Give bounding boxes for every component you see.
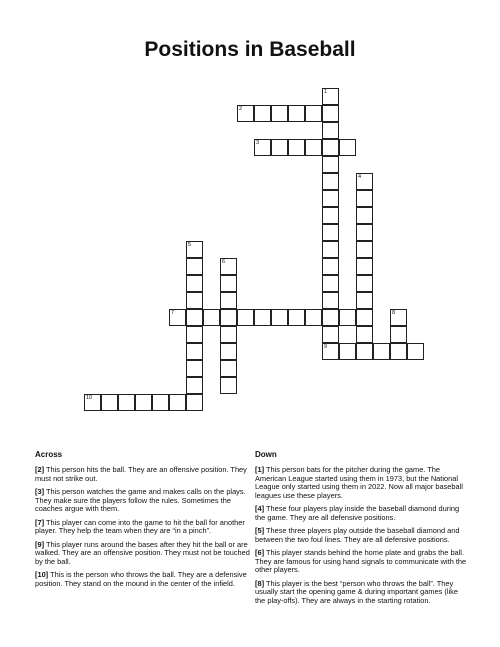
crossword-cell[interactable] xyxy=(254,309,271,326)
crossword-cell[interactable] xyxy=(356,190,373,207)
crossword-cell[interactable] xyxy=(305,309,322,326)
across-heading: Across xyxy=(35,450,63,459)
crossword-cell[interactable] xyxy=(220,275,237,292)
crossword-cell[interactable] xyxy=(152,394,169,411)
crossword-cell[interactable] xyxy=(390,343,407,360)
crossword-cell[interactable] xyxy=(322,173,339,190)
crossword-cell[interactable] xyxy=(356,258,373,275)
crossword-cell[interactable] xyxy=(356,309,373,326)
crossword-cell[interactable] xyxy=(84,394,101,411)
clue-down-5: [5] These three players play outside the baseball diamond and between the two foul lines. They are all defensive positions. xyxy=(255,526,460,544)
crossword-cell[interactable] xyxy=(186,394,203,411)
clue-across-3: [3] This person watches the game and makes calls on the plays. They make sure the players follow the rules. Sometimes the coaches argue with them. xyxy=(35,486,246,514)
crossword-cell[interactable] xyxy=(169,309,186,326)
crossword-cell[interactable] xyxy=(186,275,203,292)
clue-number: 8 xyxy=(392,310,396,316)
crossword-cell[interactable] xyxy=(237,105,254,122)
crossword-cell[interactable] xyxy=(288,309,305,326)
crossword-cell[interactable] xyxy=(322,326,339,343)
crossword-cell[interactable] xyxy=(322,190,339,207)
crossword-cell[interactable] xyxy=(186,292,203,309)
crossword-cell[interactable] xyxy=(220,258,237,275)
crossword-cell[interactable] xyxy=(322,292,339,309)
crossword-cell[interactable] xyxy=(322,122,339,139)
crossword-cell[interactable] xyxy=(220,292,237,309)
crossword-cell[interactable] xyxy=(220,343,237,360)
crossword-cell[interactable] xyxy=(271,139,288,156)
clue-number: 9 xyxy=(324,344,328,350)
clue-down-1: [1] This person bats for the pitcher during the game. The American League started using them in 1973, but the National League only started using them in 2022. Now all major baseball leagues use these players. xyxy=(255,465,463,500)
across-clues xyxy=(35,466,250,593)
crossword-cell[interactable] xyxy=(356,207,373,224)
crossword-cell[interactable] xyxy=(271,105,288,122)
clue-number: 3 xyxy=(256,140,260,146)
clue-down-8: [8] This player is the best “person who throws the ball”. They usually start the opening game & during important games (like the play-offs). They are always in the starting rotation. xyxy=(255,578,458,605)
crossword-cell[interactable] xyxy=(186,309,203,326)
crossword-cell[interactable] xyxy=(220,326,237,343)
crossword-cell[interactable] xyxy=(186,377,203,394)
crossword-cell[interactable] xyxy=(186,360,203,377)
clue-down-4: [4] These four players play inside the baseball diamond during the game. They are all defensive positions. xyxy=(255,504,460,522)
crossword-cell[interactable] xyxy=(203,309,220,326)
crossword-cell[interactable] xyxy=(118,394,135,411)
crossword-cell[interactable] xyxy=(390,309,407,326)
clue-down-6: [6] This player stands behind the home plate and grabs the ball. They are famous for using hand signals to communicate with the other players. xyxy=(255,548,467,575)
crossword-cell[interactable] xyxy=(237,309,254,326)
crossword-cell[interactable] xyxy=(288,139,305,156)
crossword-cell[interactable] xyxy=(186,326,203,343)
crossword-cell[interactable] xyxy=(356,326,373,343)
crossword-cell[interactable] xyxy=(101,394,118,411)
crossword-cell[interactable] xyxy=(322,275,339,292)
crossword-cell[interactable] xyxy=(322,88,339,105)
crossword-cell[interactable] xyxy=(220,360,237,377)
crossword-cell[interactable] xyxy=(322,207,339,224)
crossword-cell[interactable] xyxy=(271,309,288,326)
crossword-cell[interactable] xyxy=(322,258,339,275)
clue-number: 10 xyxy=(86,395,93,401)
crossword-cell[interactable] xyxy=(220,309,237,326)
crossword-cell[interactable] xyxy=(339,343,356,360)
crossword-cell[interactable] xyxy=(322,343,339,360)
puzzle-title: Positions in Baseball xyxy=(144,38,356,61)
crossword-cell[interactable] xyxy=(373,343,390,360)
crossword-cell[interactable] xyxy=(254,139,271,156)
crossword-cell[interactable] xyxy=(186,343,203,360)
crossword-cell[interactable] xyxy=(322,139,339,156)
crossword-cell[interactable] xyxy=(322,309,339,326)
crossword-cell[interactable] xyxy=(407,343,424,360)
clue-across-2: [2] This person hits the ball. They are an offensive position. They must not strike out. xyxy=(35,465,247,483)
crossword-cell[interactable] xyxy=(322,105,339,122)
crossword-cell[interactable] xyxy=(322,224,339,241)
crossword-cell[interactable] xyxy=(135,394,152,411)
crossword-cell[interactable] xyxy=(186,258,203,275)
clue-across-7: [7] This player can come into the game to hit the ball for another player. They help the team when they are “in a pinch”. xyxy=(35,517,245,536)
crossword-cell[interactable] xyxy=(339,309,356,326)
clue-number: 2 xyxy=(239,106,243,112)
crossword-cell[interactable] xyxy=(254,105,271,122)
clue-across-9: [9] This player runs around the bases after they hit the ball or are walked. They are an offensive position. They must not be touched by the ball. xyxy=(35,539,250,566)
crossword-cell[interactable] xyxy=(220,377,237,394)
clue-number: 4 xyxy=(358,174,362,180)
crossword-cell[interactable] xyxy=(356,343,373,360)
crossword-cell[interactable] xyxy=(356,292,373,309)
crossword-cell[interactable] xyxy=(322,241,339,258)
crossword-cell[interactable] xyxy=(169,394,186,411)
crossword-cell[interactable] xyxy=(339,139,356,156)
crossword-cell[interactable] xyxy=(305,139,322,156)
clue-across-10: [10] This is the person who throws the ball. They are a defensive position. They stand on the mound in the center of the infield. xyxy=(35,570,247,588)
down-clues xyxy=(255,466,470,610)
down-heading: Down xyxy=(255,450,277,459)
crossword-cell[interactable] xyxy=(322,156,339,173)
crossword-cell[interactable] xyxy=(356,241,373,258)
crossword-cell[interactable] xyxy=(356,173,373,190)
crossword-cell[interactable] xyxy=(390,326,407,343)
crossword-cell[interactable] xyxy=(305,105,322,122)
clue-number: 6 xyxy=(222,259,226,265)
clue-number: 7 xyxy=(171,310,175,316)
clue-number: 5 xyxy=(188,242,192,248)
clue-number: 1 xyxy=(324,89,328,95)
crossword-cell[interactable] xyxy=(356,224,373,241)
crossword-cell[interactable] xyxy=(288,105,305,122)
crossword-cell[interactable] xyxy=(356,275,373,292)
crossword-cell[interactable] xyxy=(186,241,203,258)
